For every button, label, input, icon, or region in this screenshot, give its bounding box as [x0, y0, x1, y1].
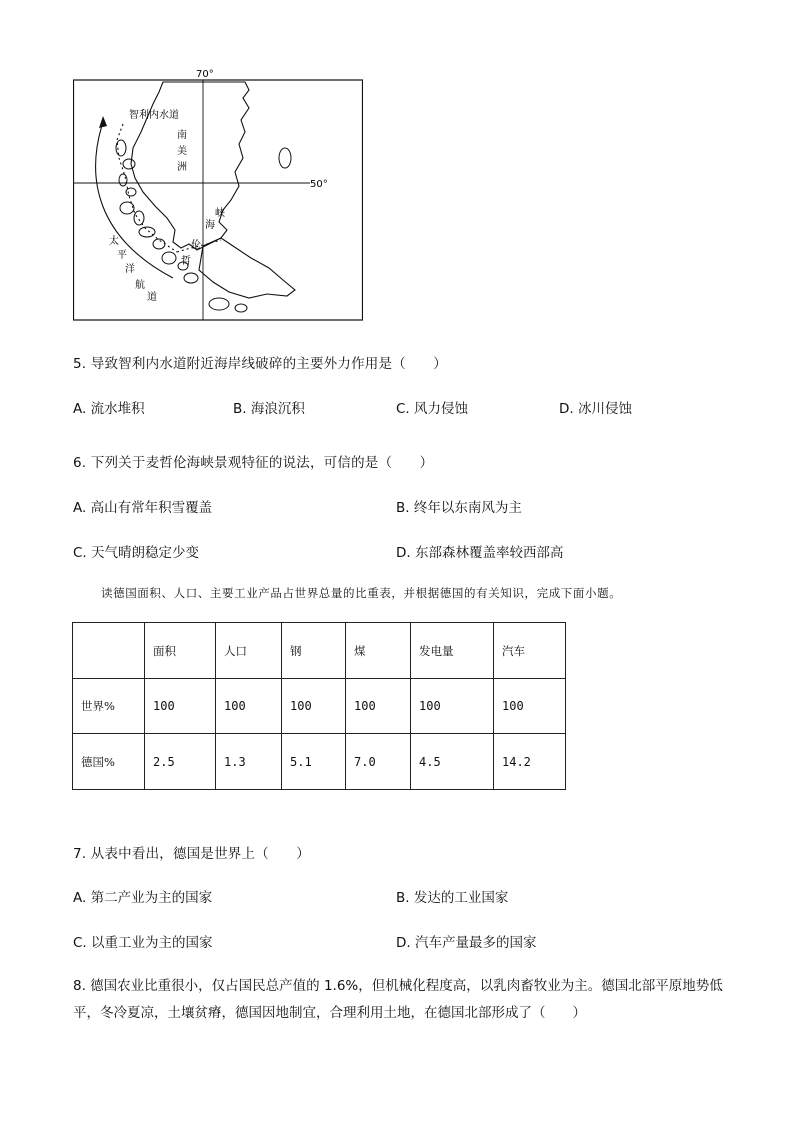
tierra-del-fuego: [199, 238, 295, 298]
table-intro: 读德国面积、人口、主要工业产品占世界总量的比重表，并根据德国的有关知识，完成下面小题。: [101, 586, 622, 600]
table-cell: 1.3: [216, 734, 282, 790]
q5-option-a[interactable]: A. 流水堆积: [73, 401, 145, 417]
label-pacific-1: 太: [109, 236, 119, 247]
question-5-stem: 5. 导致智利内水道附近海岸线破碎的主要外力作用是（ ）: [73, 356, 447, 372]
table-cell: 100: [282, 679, 346, 734]
table-row: [73, 679, 566, 734]
label-magellan-1: 伦: [191, 240, 201, 251]
question-7-stem: 7. 从表中看出，德国是世界上（ ）: [73, 846, 310, 862]
inland-waterway-route: [117, 124, 177, 252]
table-cell: 100: [494, 679, 566, 734]
table-cell: 100: [145, 679, 216, 734]
table-header-row: [73, 623, 566, 679]
lat-label: 50°: [310, 179, 328, 190]
label-south-america-1: 南: [177, 130, 187, 141]
label-strait-1: 海: [205, 220, 215, 231]
table-cell: 7.0: [346, 734, 411, 790]
table-row-label: 德国%: [73, 734, 145, 790]
table-header-cell: 发电量: [411, 623, 494, 679]
table-header-cell: 人口: [216, 623, 282, 679]
table-cell: 14.2: [494, 734, 566, 790]
q6-option-d[interactable]: D. 东部森林覆盖率较西部高: [396, 545, 564, 561]
q6-option-c[interactable]: C. 天气晴朗稳定少变: [73, 545, 200, 561]
map-frame: [74, 80, 363, 320]
q6-option-a[interactable]: A. 高山有常年积雪覆盖: [73, 500, 213, 516]
label-inland-waterway: 智利内水道: [129, 110, 179, 121]
q5-option-c[interactable]: C. 风力侵蚀: [396, 401, 469, 417]
table-header-cell: 煤: [346, 623, 411, 679]
pacific-route-arrow: [99, 116, 107, 128]
q5-option-b[interactable]: B. 海浪沉积: [233, 401, 305, 417]
q7-option-b[interactable]: B. 发达的工业国家: [396, 890, 509, 906]
table-row-label: 世界%: [73, 679, 145, 734]
table-cell: 2.5: [145, 734, 216, 790]
label-south-america-2: 美: [177, 146, 187, 157]
label-strait-2: 峡: [215, 208, 225, 219]
q5-option-d[interactable]: D. 冰川侵蚀: [559, 401, 632, 417]
question-8-stem: 8. 德国农业比重很小，仅占国民总产值的 1.6%，但机械化程度高，以乳肉畜牧业为主。德国北部平原地势低平，冬冷夏凉，土壤贫瘠，德国因地制宜，合理利用土地，在德国北部形成了（ ）: [73, 978, 723, 1021]
label-south-america-3: 洲: [177, 162, 187, 173]
table-header-cell: 汽车: [494, 623, 566, 679]
table-cell: 4.5: [411, 734, 494, 790]
table-cell: 100: [216, 679, 282, 734]
table-cell: 100: [346, 679, 411, 734]
label-pacific-3: 洋: [125, 264, 135, 275]
table-cell: 5.1: [282, 734, 346, 790]
table-header-cell: 面积: [145, 623, 216, 679]
table-header-cell: 钢: [282, 623, 346, 679]
map-figure: [73, 68, 363, 326]
south-america-landmass: [131, 82, 249, 250]
q7-option-a[interactable]: A. 第二产业为主的国家: [73, 890, 213, 906]
q7-option-c[interactable]: C. 以重工业为主的国家: [73, 935, 213, 951]
germany-share-table: [72, 622, 566, 790]
label-pacific-4: 航: [135, 280, 145, 291]
question-6-stem: 6. 下列关于麦哲伦海峡景观特征的说法，可信的是（ ）: [73, 455, 434, 471]
label-pacific-5: 道: [147, 292, 157, 303]
label-magellan-2: 哲: [181, 256, 191, 267]
table-cell: 100: [411, 679, 494, 734]
table-header-cell: [73, 623, 145, 679]
lon-label: 70°: [196, 69, 214, 80]
label-pacific-2: 平: [117, 250, 127, 261]
q6-option-b[interactable]: B. 终年以东南风为主: [396, 500, 522, 516]
q7-option-d[interactable]: D. 汽车产量最多的国家: [396, 935, 537, 951]
table-row: [73, 734, 566, 790]
